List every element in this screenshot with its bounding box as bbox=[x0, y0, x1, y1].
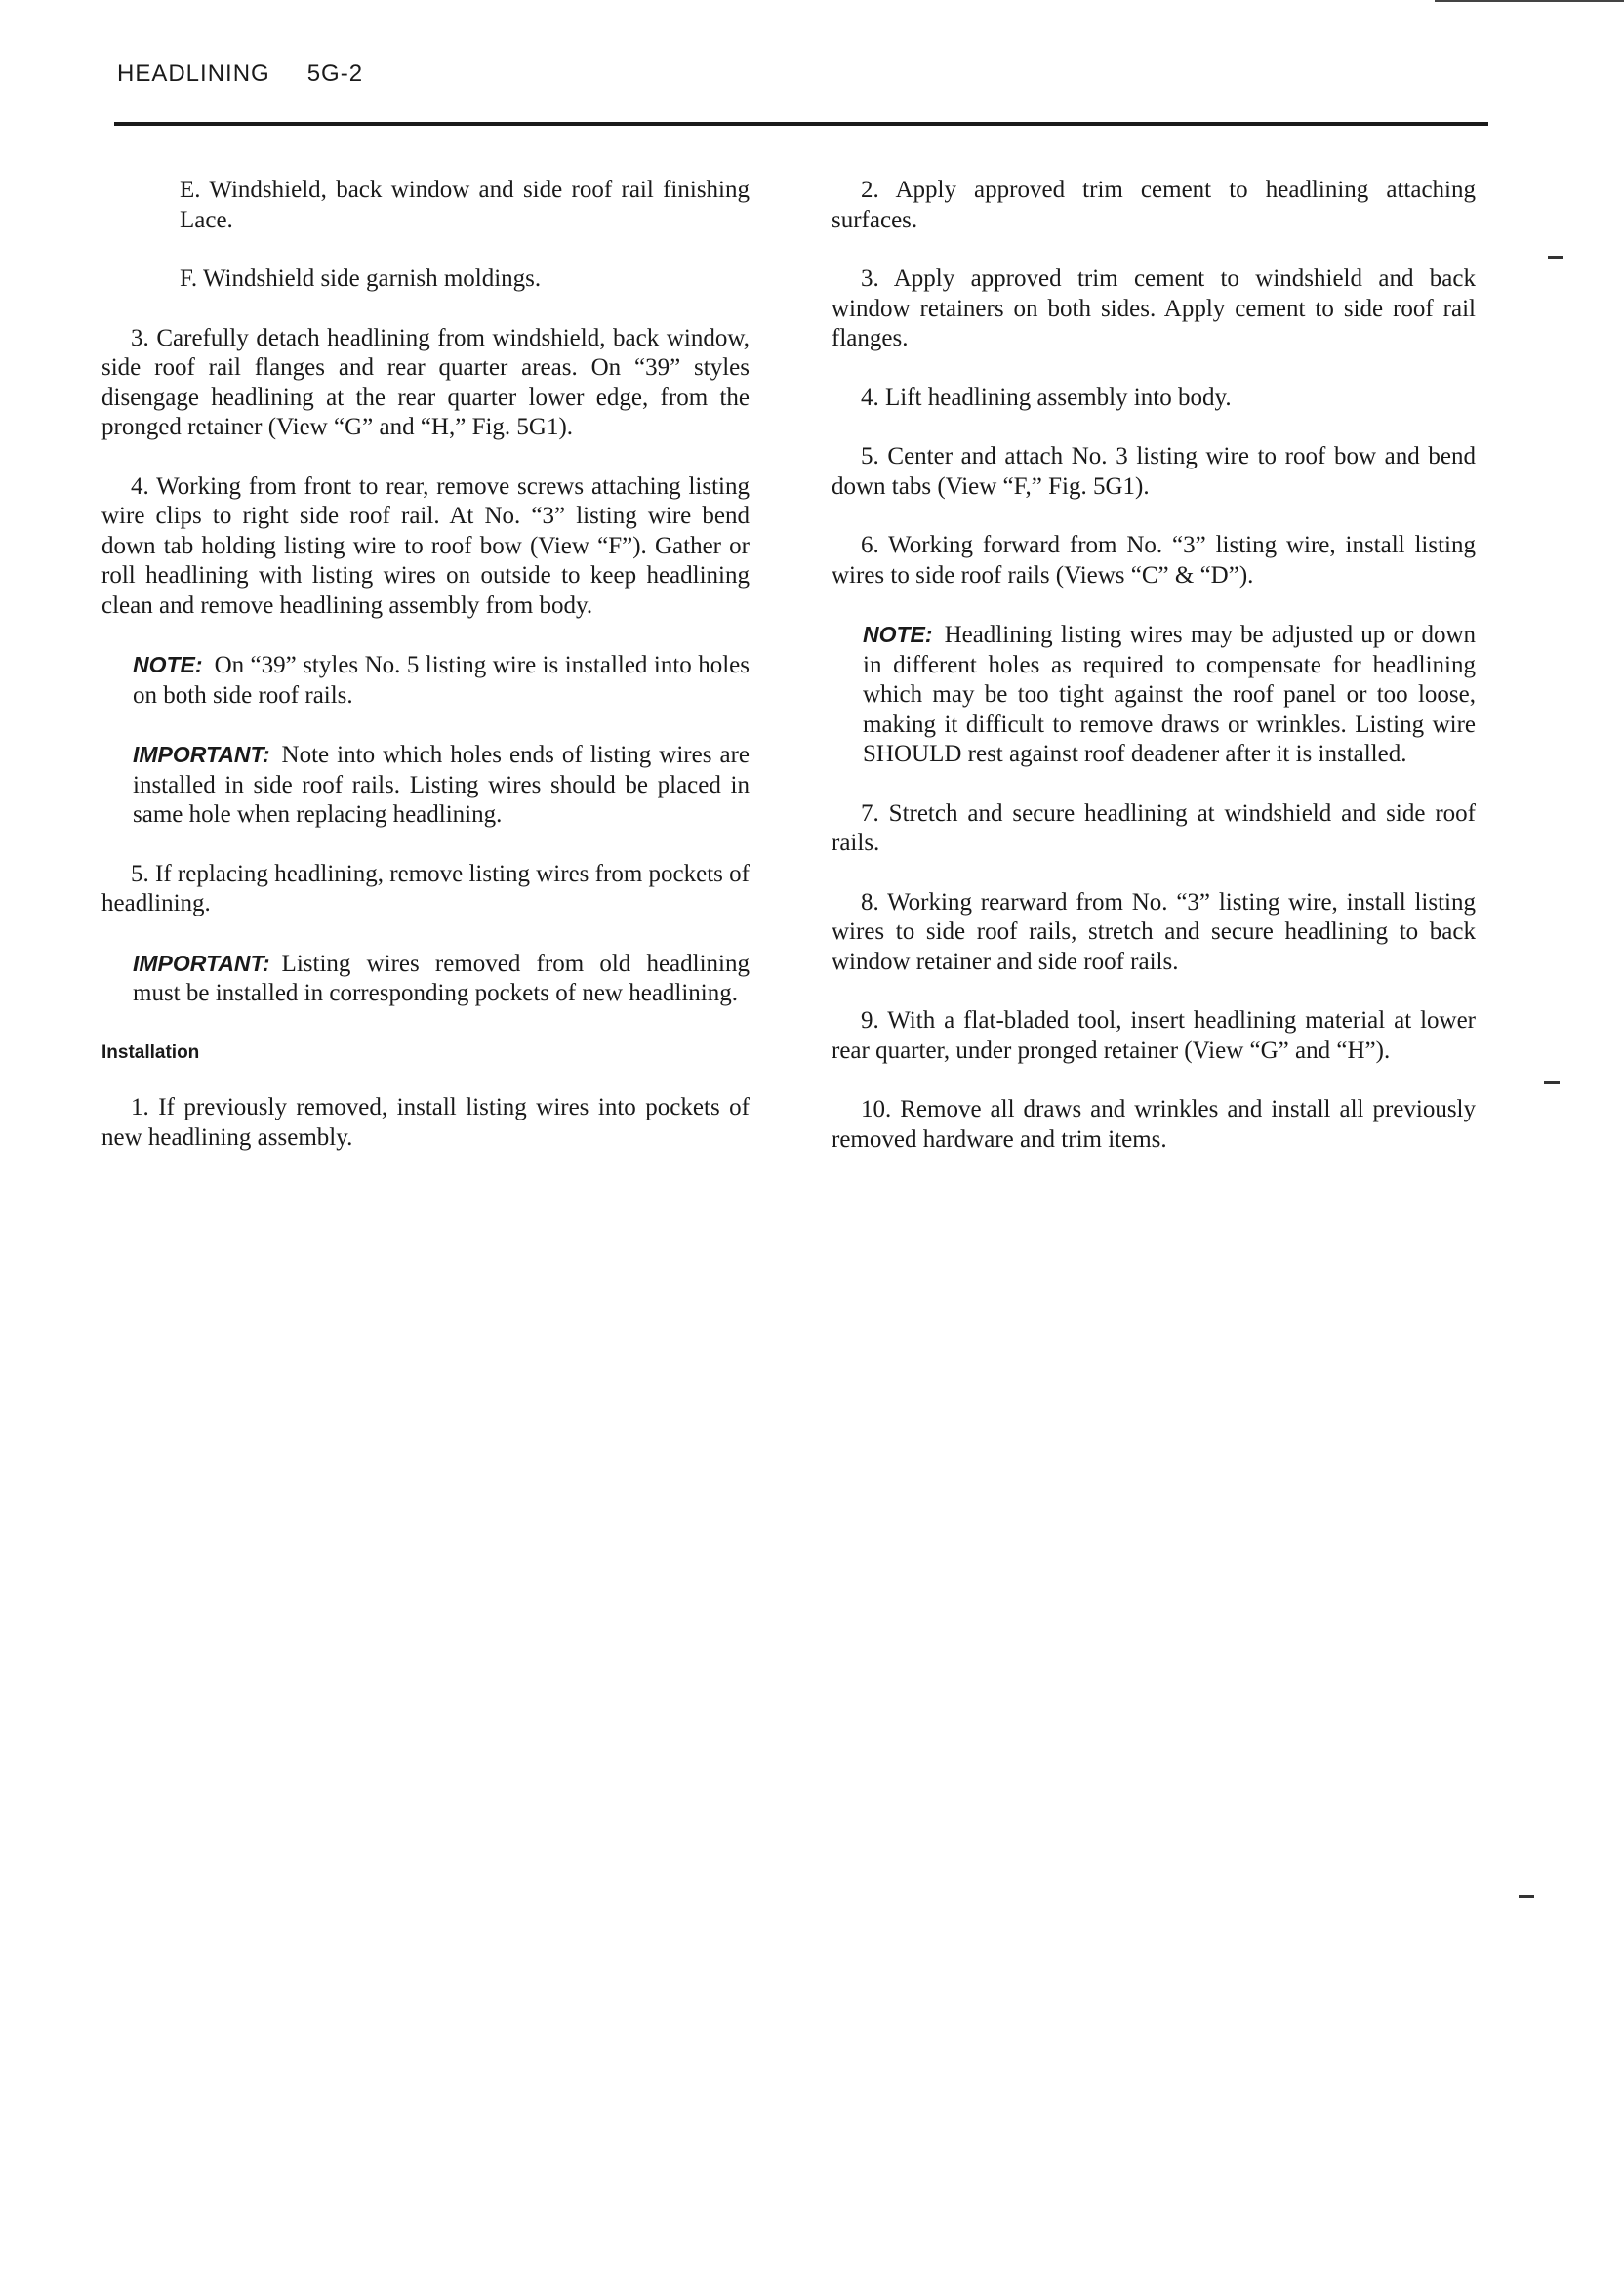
page-header bbox=[117, 61, 363, 88]
important-text: Listing wires removed from old headlining must be installed in corresponding pockets of new headlining. bbox=[133, 950, 750, 1006]
install-step-10: 10. Remove all draws and wrinkles and install all previously removed hardware and trim items. bbox=[832, 1096, 1476, 1153]
important-label: IMPORTANT: bbox=[133, 742, 270, 767]
right-column bbox=[832, 176, 1476, 1184]
install-step-2: 2. Apply approved trim cement to headlining attaching surfaces. bbox=[832, 177, 1476, 233]
left-column bbox=[102, 176, 750, 1182]
margin-mark bbox=[1519, 1895, 1534, 1898]
installation-heading: Installation bbox=[102, 1041, 200, 1063]
note-label: NOTE: bbox=[863, 622, 933, 647]
important-text: Note into which holes ends of listing wires are installed in side roof rails. Listing wires should be placed in same hole when replacing headlining. bbox=[133, 742, 750, 828]
header-divider bbox=[114, 122, 1488, 126]
top-edge-rule bbox=[1435, 0, 1624, 2]
important-note-holes bbox=[102, 740, 750, 831]
removal-step-4: 4. Working from front to rear, remove screws attaching listing wire clips to right side roof rail. At No. “3” listing wire bend down tab holding listing wire to roof bow (View “F”). Gather or roll headlining with listing wires on outside to keep headlining clean and remove headlining assembly from body. bbox=[102, 472, 750, 619]
install-step-1: 1. If previously removed, install listing wires into pockets of new headlining assembly. bbox=[102, 1094, 750, 1151]
install-step-5: 5. Center and attach No. 3 listing wire to roof bow and bend down tabs (View “F,” Fig. 5G1). bbox=[832, 443, 1476, 500]
note-text: Headlining listing wires may be adjusted up or down in different holes as required to compensate for headlining which may be too tight against the roof panel or too loose, making it difficult to remove draws or wrinkles. Listing wire SHOULD rest against roof deadener after it is installed. bbox=[863, 622, 1476, 767]
install-step-3: 3. Apply approved trim cement to windshield and back window retainers on both sides. Apply cement to side roof rail flanges. bbox=[832, 265, 1476, 351]
margin-mark bbox=[1548, 256, 1563, 259]
note-label: NOTE: bbox=[133, 652, 203, 677]
install-step-8: 8. Working rearward from No. “3” listing wire, install listing wires to side roof rails, stretch and secure headlining to back window retainer and side roof rails. bbox=[832, 888, 1476, 975]
removal-step-3: 3. Carefully detach headlining from windshield, back window, side roof rail flanges and rear quarter areas. On “39” styles disengage headlining at the rear quarter lower edge, from the pronged retainer (View “G” and “H,” Fig. 5G1). bbox=[102, 324, 750, 440]
install-step-7: 7. Stretch and secure headlining at windshield and side roof rails. bbox=[832, 799, 1476, 856]
removal-step-5: 5. If replacing headlining, remove listing wires from pockets of headlining. bbox=[102, 860, 750, 916]
install-step-6: 6. Working forward from No. “3” listing wire, install listing wires to side roof rails (Views “C” & “D”). bbox=[832, 532, 1476, 589]
install-step-4: 4. Lift headlining assembly into body. bbox=[861, 384, 1232, 411]
removal-item-f: F. Windshield side garnish moldings. bbox=[180, 265, 542, 292]
margin-mark bbox=[1544, 1081, 1560, 1084]
note-text: On “39” styles No. 5 listing wire is installed into holes on both side roof rails. bbox=[133, 652, 750, 709]
important-note-pockets bbox=[102, 949, 750, 1009]
note-listing-adjust bbox=[832, 620, 1476, 770]
install-step-9: 9. With a flat-bladed tool, insert headlining material at lower rear quarter, under pronged retainer (View “G” and “H”). bbox=[832, 1007, 1476, 1064]
page-number: 5G-2 bbox=[306, 61, 364, 87]
removal-item-e: E. Windshield, back window and side roof rail finishing Lace. bbox=[180, 177, 750, 233]
important-label: IMPORTANT: bbox=[133, 950, 270, 976]
note-39-styles bbox=[102, 650, 750, 711]
header-title: HEADLINING bbox=[117, 61, 270, 87]
